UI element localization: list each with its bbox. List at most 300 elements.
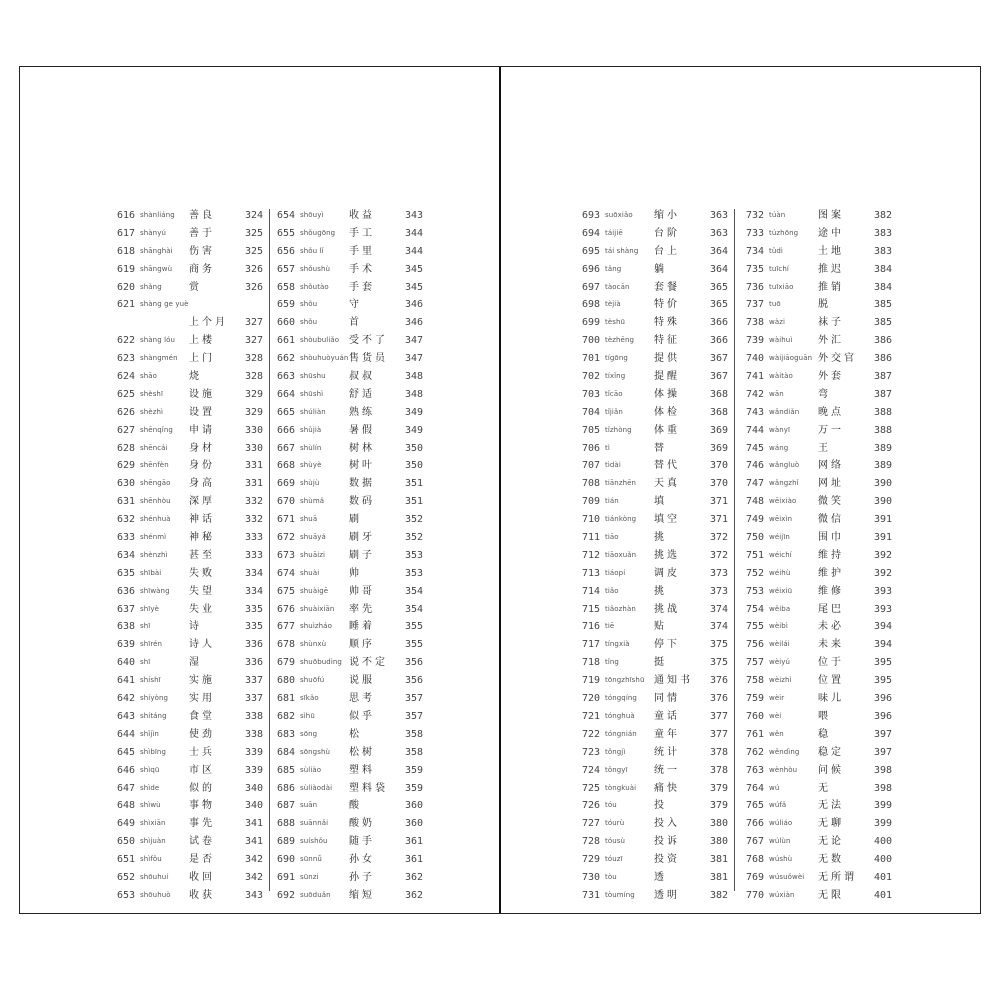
entry-hanzi: 童年 bbox=[654, 728, 680, 740]
entry-hanzi: 填 bbox=[654, 496, 667, 508]
entry-number: 738 bbox=[746, 317, 765, 329]
index-entry bbox=[117, 457, 267, 475]
entry-hanzi: 似的 bbox=[189, 782, 215, 794]
entry-hanzi: 甚至 bbox=[189, 549, 215, 561]
entry-page-number: 350 bbox=[405, 460, 424, 472]
entry-page-number: 370 bbox=[710, 478, 729, 490]
entry-number: 687 bbox=[277, 800, 296, 812]
entry-pinyin: tǔdì bbox=[769, 246, 783, 255]
index-entry bbox=[746, 296, 906, 314]
entry-number: 705 bbox=[582, 424, 601, 436]
entry-hanzi: 特殊 bbox=[654, 317, 680, 329]
entry-hanzi: 体重 bbox=[654, 424, 680, 436]
entry-number: 760 bbox=[746, 710, 765, 722]
entry-page-number: 380 bbox=[710, 836, 729, 848]
entry-number: 617 bbox=[117, 227, 136, 239]
entry-number: 766 bbox=[746, 818, 765, 830]
index-entry bbox=[277, 243, 437, 261]
entry-page-number: 363 bbox=[710, 210, 729, 221]
entry-hanzi: 士兵 bbox=[189, 746, 215, 758]
index-entry bbox=[582, 422, 732, 440]
entry-pinyin: shānghài bbox=[140, 246, 173, 255]
entry-page-number: 399 bbox=[874, 800, 893, 812]
index-entry bbox=[117, 225, 267, 243]
entry-pinyin: tóurù bbox=[605, 819, 625, 828]
entry-page-number: 338 bbox=[245, 728, 264, 740]
entry-pinyin: sìhū bbox=[300, 711, 315, 720]
entry-page-number: 381 bbox=[710, 871, 729, 883]
entry-hanzi: 试卷 bbox=[189, 836, 215, 848]
entry-pinyin: tōngzhīshū bbox=[605, 676, 645, 685]
entry-page-number: 332 bbox=[245, 514, 264, 526]
entry-number: 642 bbox=[117, 693, 136, 705]
entry-number: 683 bbox=[277, 728, 296, 740]
entry-number: 640 bbox=[117, 657, 136, 669]
entry-hanzi: 塑料袋 bbox=[349, 782, 388, 794]
entry-page-number: 395 bbox=[874, 675, 893, 687]
entry-hanzi: 刷子 bbox=[349, 549, 375, 561]
entry-page-number: 372 bbox=[710, 549, 729, 561]
index-entry bbox=[582, 601, 732, 619]
entry-hanzi: 稳 bbox=[818, 728, 831, 740]
entry-number: 722 bbox=[582, 728, 601, 740]
entry-page-number: 324 bbox=[245, 210, 264, 221]
entry-pinyin: shùnxù bbox=[300, 640, 327, 649]
entry-hanzi: 申请 bbox=[189, 424, 215, 436]
entry-number: 638 bbox=[117, 621, 136, 633]
entry-page-number: 360 bbox=[405, 818, 424, 830]
index-entry bbox=[582, 887, 732, 905]
entry-pinyin: shāngwù bbox=[140, 264, 173, 273]
entry-page-number: 358 bbox=[405, 746, 424, 758]
entry-pinyin: shùyè bbox=[300, 461, 322, 470]
entry-page-number: 383 bbox=[874, 227, 893, 239]
index-entry bbox=[117, 207, 267, 225]
index-entry bbox=[582, 726, 732, 744]
index-entry bbox=[277, 314, 437, 332]
index-entry bbox=[277, 422, 437, 440]
entry-hanzi: 体操 bbox=[654, 388, 680, 400]
entry-number: 724 bbox=[582, 764, 601, 776]
entry-hanzi: 帅哥 bbox=[349, 585, 375, 597]
entry-pinyin: shuàigē bbox=[300, 586, 329, 595]
index-entry bbox=[582, 708, 732, 726]
index-entry bbox=[117, 797, 267, 815]
entry-pinyin: shǔjià bbox=[300, 425, 322, 434]
index-entry bbox=[746, 833, 906, 851]
index-entry bbox=[582, 851, 732, 869]
entry-number: 674 bbox=[277, 567, 296, 579]
entry-pinyin: wèir bbox=[769, 694, 785, 703]
entry-hanzi: 挑 bbox=[654, 585, 667, 597]
entry-page-number: 326 bbox=[245, 281, 264, 293]
index-entry bbox=[582, 243, 732, 261]
left-page bbox=[20, 67, 500, 913]
index-entry bbox=[746, 279, 906, 297]
entry-pinyin: shǒu bbox=[300, 300, 318, 309]
entry-pinyin: tóuzī bbox=[605, 855, 623, 864]
entry-number: 721 bbox=[582, 710, 601, 722]
entry-hanzi: 神秘 bbox=[189, 532, 215, 544]
entry-pinyin: shī bbox=[140, 622, 151, 631]
entry-number: 717 bbox=[582, 639, 601, 651]
index-entry bbox=[277, 475, 437, 493]
entry-hanzi: 神话 bbox=[189, 514, 215, 526]
index-entry bbox=[277, 780, 437, 798]
entry-pinyin: wèibì bbox=[769, 622, 788, 631]
entry-page-number: 330 bbox=[245, 442, 264, 454]
entry-hanzi: 诗人 bbox=[189, 639, 215, 651]
entry-hanzi: 童话 bbox=[654, 710, 680, 722]
entry-pinyin: shúliàn bbox=[300, 407, 326, 416]
index-entry bbox=[582, 386, 732, 404]
entry-number: 733 bbox=[746, 227, 765, 239]
entry-number: 767 bbox=[746, 836, 765, 848]
index-column bbox=[117, 207, 267, 905]
entry-pinyin: shēngāo bbox=[140, 479, 171, 488]
entry-page-number: 357 bbox=[405, 710, 424, 722]
entry-pinyin: shōuhuí bbox=[140, 872, 169, 881]
entry-hanzi: 无限 bbox=[818, 889, 844, 901]
entry-hanzi: 稳定 bbox=[818, 746, 844, 758]
index-entry bbox=[277, 493, 437, 511]
index-entry bbox=[117, 780, 267, 798]
index-entry bbox=[746, 744, 906, 762]
entry-number: 645 bbox=[117, 746, 136, 758]
entry-page-number: 358 bbox=[405, 728, 424, 740]
entry-number: 697 bbox=[582, 281, 601, 293]
entry-page-number: 390 bbox=[874, 478, 893, 490]
entry-pinyin: shùlín bbox=[300, 443, 322, 452]
entry-number: 643 bbox=[117, 710, 136, 722]
entry-page-number: 340 bbox=[245, 800, 264, 812]
entry-hanzi: 缩短 bbox=[349, 889, 375, 901]
entry-page-number: 391 bbox=[874, 514, 893, 526]
entry-pinyin: shèzhì bbox=[140, 407, 164, 416]
entry-number: 618 bbox=[117, 245, 136, 257]
entry-hanzi: 投入 bbox=[654, 818, 680, 830]
entry-number: 726 bbox=[582, 800, 601, 812]
index-entry bbox=[277, 368, 437, 386]
entry-number: 622 bbox=[117, 335, 136, 347]
entry-number: 637 bbox=[117, 603, 136, 615]
entry-page-number: 339 bbox=[245, 746, 264, 758]
entry-hanzi: 失败 bbox=[189, 567, 215, 579]
entry-hanzi: 手套 bbox=[349, 281, 375, 293]
entry-number: 769 bbox=[746, 871, 765, 883]
index-entry bbox=[117, 422, 267, 440]
entry-pinyin: shēnqǐng bbox=[140, 425, 173, 434]
entry-number: 621 bbox=[117, 299, 136, 311]
entry-number: 650 bbox=[117, 836, 136, 848]
entry-page-number: 394 bbox=[874, 621, 893, 633]
index-entry bbox=[746, 887, 906, 905]
index-entry bbox=[117, 618, 267, 636]
entry-hanzi: 网络 bbox=[818, 460, 844, 472]
entry-number: 770 bbox=[746, 889, 765, 901]
entry-page-number: 348 bbox=[405, 388, 424, 400]
index-entry bbox=[277, 815, 437, 833]
index-entry bbox=[277, 332, 437, 350]
index-entry bbox=[277, 350, 437, 368]
entry-page-number: 351 bbox=[405, 478, 424, 490]
entry-pinyin: shìqū bbox=[140, 765, 160, 774]
entry-pinyin: wēixiào bbox=[769, 497, 797, 506]
entry-hanzi: 无法 bbox=[818, 800, 844, 812]
entry-number: 707 bbox=[582, 460, 601, 472]
entry-page-number: 344 bbox=[405, 227, 424, 239]
entry-number: 630 bbox=[117, 478, 136, 490]
entry-pinyin: suíshǒu bbox=[300, 837, 328, 846]
index-entry bbox=[746, 368, 906, 386]
entry-pinyin: tíngxià bbox=[605, 640, 630, 649]
entry-hanzi: 市区 bbox=[189, 764, 215, 776]
entry-page-number: 371 bbox=[710, 496, 729, 508]
entry-number: 655 bbox=[277, 227, 296, 239]
entry-page-number: 362 bbox=[405, 871, 424, 883]
index-entry bbox=[582, 815, 732, 833]
entry-pinyin: sōngshù bbox=[300, 747, 331, 756]
index-entry bbox=[117, 833, 267, 851]
index-entry bbox=[117, 672, 267, 690]
entry-hanzi: 无聊 bbox=[818, 818, 844, 830]
entry-hanzi: 途中 bbox=[818, 227, 844, 239]
entry-number: 654 bbox=[277, 210, 296, 221]
entry-page-number: 383 bbox=[874, 245, 893, 257]
entry-hanzi: 孙女 bbox=[349, 854, 375, 866]
index-column bbox=[746, 207, 906, 905]
entry-hanzi: 暑假 bbox=[349, 424, 375, 436]
entry-number: 676 bbox=[277, 603, 296, 615]
index-entry bbox=[582, 762, 732, 780]
entry-hanzi: 身份 bbox=[189, 460, 215, 472]
entry-page-number: 333 bbox=[245, 532, 264, 544]
entry-number: 742 bbox=[746, 388, 765, 400]
entry-hanzi: 痛快 bbox=[654, 782, 680, 794]
index-entry bbox=[117, 314, 267, 332]
index-entry bbox=[117, 565, 267, 583]
entry-page-number: 342 bbox=[245, 871, 264, 883]
entry-page-number: 387 bbox=[874, 388, 893, 400]
entry-number: 765 bbox=[746, 800, 765, 812]
entry-pinyin: wèizhì bbox=[769, 676, 792, 685]
entry-page-number: 377 bbox=[710, 728, 729, 740]
entry-page-number: 371 bbox=[710, 514, 729, 526]
entry-hanzi: 挑战 bbox=[654, 603, 680, 615]
entry-page-number: 375 bbox=[710, 639, 729, 651]
entry-page-number: 338 bbox=[245, 710, 264, 722]
entry-hanzi: 诗 bbox=[189, 621, 202, 633]
entry-page-number: 388 bbox=[874, 424, 893, 436]
column-separator bbox=[734, 209, 735, 891]
entry-page-number: 331 bbox=[245, 460, 264, 472]
index-entry bbox=[277, 797, 437, 815]
entry-hanzi: 手术 bbox=[349, 263, 375, 275]
entry-pinyin: shùjù bbox=[300, 479, 320, 488]
entry-pinyin: sūnnǚ bbox=[300, 855, 322, 864]
entry-number: 646 bbox=[117, 764, 136, 776]
entry-number: 730 bbox=[582, 871, 601, 883]
index-entry bbox=[582, 654, 732, 672]
entry-number: 679 bbox=[277, 657, 296, 669]
index-entry bbox=[746, 332, 906, 350]
entry-page-number: 345 bbox=[405, 263, 424, 275]
entry-pinyin: wǎndiǎn bbox=[769, 407, 800, 416]
entry-page-number: 355 bbox=[405, 621, 424, 633]
entry-hanzi: 数据 bbox=[349, 478, 375, 490]
entry-page-number: 397 bbox=[874, 746, 893, 758]
index-entry bbox=[746, 797, 906, 815]
index-entry bbox=[746, 386, 906, 404]
entry-page-number: 401 bbox=[874, 871, 893, 883]
entry-hanzi: 替 bbox=[654, 442, 667, 454]
index-entry bbox=[277, 261, 437, 279]
entry-pinyin: wéixiū bbox=[769, 586, 793, 595]
entry-page-number: 340 bbox=[245, 782, 264, 794]
index-entry bbox=[117, 708, 267, 726]
index-entry bbox=[582, 672, 732, 690]
entry-pinyin: shī bbox=[140, 658, 151, 667]
entry-pinyin: wúlùn bbox=[769, 837, 791, 846]
entry-page-number: 339 bbox=[245, 764, 264, 776]
entry-hanzi: 统一 bbox=[654, 764, 680, 776]
entry-number: 628 bbox=[117, 442, 136, 454]
entry-hanzi: 弯 bbox=[818, 388, 831, 400]
entry-pinyin: tuō bbox=[769, 300, 781, 309]
entry-hanzi: 袜子 bbox=[818, 317, 844, 329]
entry-number: 753 bbox=[746, 585, 765, 597]
entry-page-number: 326 bbox=[245, 263, 264, 275]
index-entry bbox=[746, 726, 906, 744]
index-entry bbox=[746, 440, 906, 458]
entry-pinyin: shǒu lǐ bbox=[300, 246, 324, 255]
entry-hanzi: 松 bbox=[349, 728, 362, 740]
entry-pinyin: wèi bbox=[769, 711, 782, 720]
entry-number: 748 bbox=[746, 496, 765, 508]
entry-hanzi: 事先 bbox=[189, 818, 215, 830]
entry-pinyin: shuāizi bbox=[300, 550, 326, 559]
index-entry bbox=[277, 744, 437, 762]
entry-pinyin: suōduǎn bbox=[300, 890, 331, 899]
entry-pinyin: shénmì bbox=[140, 533, 167, 542]
entry-number: 713 bbox=[582, 567, 601, 579]
entry-page-number: 327 bbox=[245, 317, 264, 329]
index-entry bbox=[117, 762, 267, 780]
entry-number: 719 bbox=[582, 675, 601, 687]
index-entry bbox=[117, 690, 267, 708]
index-entry bbox=[277, 386, 437, 404]
index-entry bbox=[117, 386, 267, 404]
entry-number: 623 bbox=[117, 353, 136, 365]
entry-pinyin: tiē bbox=[605, 622, 615, 631]
entry-number: 657 bbox=[277, 263, 296, 275]
index-entry bbox=[117, 726, 267, 744]
entry-number: 723 bbox=[582, 746, 601, 758]
entry-number: 656 bbox=[277, 245, 296, 257]
entry-hanzi: 刷 bbox=[349, 514, 362, 526]
index-entry bbox=[117, 511, 267, 529]
entry-number: 712 bbox=[582, 549, 601, 561]
entry-pinyin: shànyú bbox=[140, 228, 166, 237]
entry-number: 662 bbox=[277, 353, 296, 365]
entry-page-number: 353 bbox=[405, 567, 424, 579]
entry-pinyin: tǎng bbox=[605, 264, 622, 273]
entry-page-number: 373 bbox=[710, 567, 729, 579]
entry-hanzi: 深厚 bbox=[189, 496, 215, 508]
index-entry bbox=[746, 636, 906, 654]
entry-page-number: 350 bbox=[405, 442, 424, 454]
entry-page-number: 362 bbox=[405, 889, 424, 901]
book-spread bbox=[19, 66, 981, 914]
index-entry bbox=[277, 618, 437, 636]
entry-number: 670 bbox=[277, 496, 296, 508]
entry-page-number: 353 bbox=[405, 549, 424, 561]
entry-hanzi: 投资 bbox=[654, 854, 680, 866]
entry-page-number: 399 bbox=[874, 818, 893, 830]
entry-page-number: 368 bbox=[710, 406, 729, 418]
entry-pinyin: wèilái bbox=[769, 640, 790, 649]
index-entry bbox=[277, 636, 437, 654]
entry-page-number: 390 bbox=[874, 496, 893, 508]
entry-page-number: 335 bbox=[245, 603, 264, 615]
entry-number: 715 bbox=[582, 603, 601, 615]
entry-pinyin: tóngnián bbox=[605, 729, 637, 738]
entry-pinyin: wànyī bbox=[769, 425, 791, 434]
entry-pinyin: tóusù bbox=[605, 837, 626, 846]
entry-number: 686 bbox=[277, 782, 296, 794]
entry-pinyin: túzhōng bbox=[769, 228, 799, 237]
entry-number: 663 bbox=[277, 371, 296, 383]
entry-page-number: 369 bbox=[710, 424, 729, 436]
index-entry bbox=[277, 690, 437, 708]
entry-number: 756 bbox=[746, 639, 765, 651]
entry-number: 749 bbox=[746, 514, 765, 526]
index-entry bbox=[746, 654, 906, 672]
index-entry bbox=[746, 207, 906, 225]
entry-page-number: 336 bbox=[245, 657, 264, 669]
entry-number: 709 bbox=[582, 496, 601, 508]
entry-hanzi: 商务 bbox=[189, 263, 215, 275]
index-entry bbox=[582, 261, 732, 279]
entry-hanzi: 外汇 bbox=[818, 335, 844, 347]
entry-page-number: 364 bbox=[710, 245, 729, 257]
entry-hanzi: 未必 bbox=[818, 621, 844, 633]
entry-hanzi: 通知书 bbox=[654, 675, 693, 687]
entry-pinyin: shuōbudìng bbox=[300, 658, 342, 667]
entry-number: 689 bbox=[277, 836, 296, 848]
entry-page-number: 376 bbox=[710, 693, 729, 705]
entry-pinyin: wǎngzhǐ bbox=[769, 479, 799, 488]
entry-hanzi: 赏 bbox=[189, 281, 202, 293]
entry-pinyin: shénhuà bbox=[140, 515, 171, 524]
entry-page-number: 375 bbox=[710, 657, 729, 669]
entry-number: 706 bbox=[582, 442, 601, 454]
entry-hanzi: 网址 bbox=[818, 478, 844, 490]
entry-hanzi: 随手 bbox=[349, 836, 375, 848]
entry-hanzi: 塑料 bbox=[349, 764, 375, 776]
entry-hanzi: 外交官 bbox=[818, 353, 857, 365]
index-entry bbox=[117, 547, 267, 565]
entry-pinyin: wǎngluò bbox=[769, 461, 800, 470]
entry-hanzi: 设置 bbox=[189, 406, 215, 418]
entry-pinyin: shànliáng bbox=[140, 211, 175, 219]
entry-hanzi: 烧 bbox=[189, 371, 202, 383]
entry-hanzi: 透 bbox=[654, 871, 667, 883]
entry-page-number: 377 bbox=[710, 710, 729, 722]
entry-number: 632 bbox=[117, 514, 136, 526]
entry-hanzi: 透明 bbox=[654, 889, 680, 901]
entry-page-number: 359 bbox=[405, 764, 424, 776]
